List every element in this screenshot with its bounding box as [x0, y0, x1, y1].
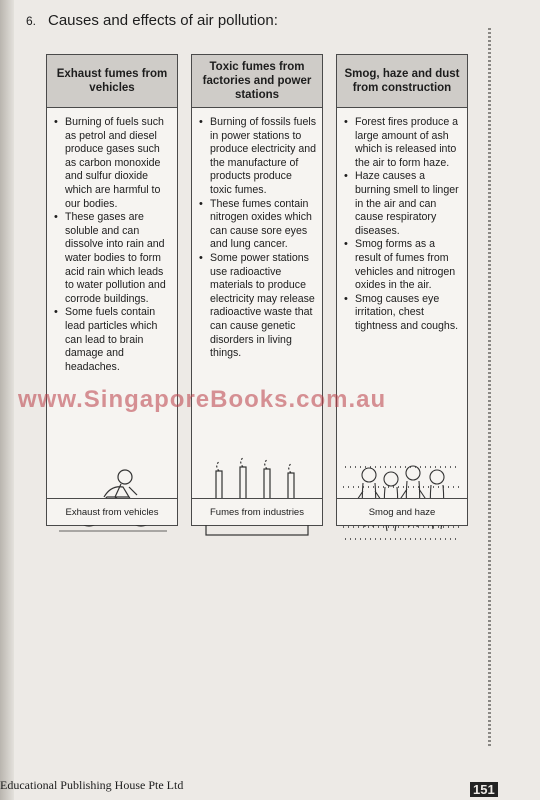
- list-item: • Some fuels contain lead particles which can lead to brain damage and headaches.: [65, 306, 171, 374]
- list-item: • Burning of fossils fuels in power stations to produce electricity and the manufacture of products produce toxic fumes.: [210, 116, 316, 198]
- list-item: • Haze causes a burning smell to linger in the air and can cause respiratory diseases.: [355, 170, 461, 238]
- column-heading: Smog, haze and dust from construction: [337, 55, 467, 108]
- column-smog-haze: [336, 54, 468, 526]
- page-gutter-shadow: [0, 0, 14, 800]
- list-item: • Some power stations use radioactive materials to produce electricity may release radioactive waste that can cause genetic disorders in living things.: [210, 252, 316, 361]
- bullet-list: [47, 108, 177, 374]
- list-item: • These fumes contain nitrogen oxides which can cause sore eyes and lung cancer.: [210, 198, 316, 252]
- list-item: • Forest fires produce a large amount of ash which is released into the air to form haze.: [355, 116, 461, 170]
- illustration-caption: Fumes from industries: [192, 498, 322, 525]
- column-toxic-fumes: [191, 54, 323, 526]
- list-item: • Smog causes eye irritation, chest tightness and coughs.: [355, 293, 461, 334]
- page-number: 151: [470, 782, 498, 797]
- bullet-list: [192, 108, 322, 361]
- column-exhaust-fumes: [46, 54, 178, 526]
- list-item: • Burning of fuels such as petrol and diesel produce gases such as carbon monoxide and sulfur dioxide which are harmful to our bodies.: [65, 116, 171, 211]
- column-heading: Toxic fumes from factories and power stations: [192, 55, 322, 108]
- right-margin-rule: [488, 28, 491, 748]
- watermark-text: www.SingaporeBooks.com.au: [18, 386, 387, 413]
- list-item: • Smog forms as a result of fumes from vehicles and nitrogen oxides in the air.: [355, 238, 461, 292]
- list-item: • These gases are soluble and can dissolve into rain and water bodies to form acid rain which leads to water pollution and corrode buildings.: [65, 211, 171, 306]
- illustration-caption: Exhaust from vehicles: [47, 498, 177, 525]
- question-heading: [26, 12, 278, 29]
- footer-publisher: Educational Publishing House Pte Ltd: [0, 778, 184, 792]
- question-number: 6.: [26, 14, 37, 28]
- question-title: Causes and effects of air pollution:: [48, 12, 278, 29]
- column-heading: Exhaust fumes from vehicles: [47, 55, 177, 108]
- illustration-caption: Smog and haze: [337, 498, 467, 525]
- bullet-list: [337, 108, 467, 334]
